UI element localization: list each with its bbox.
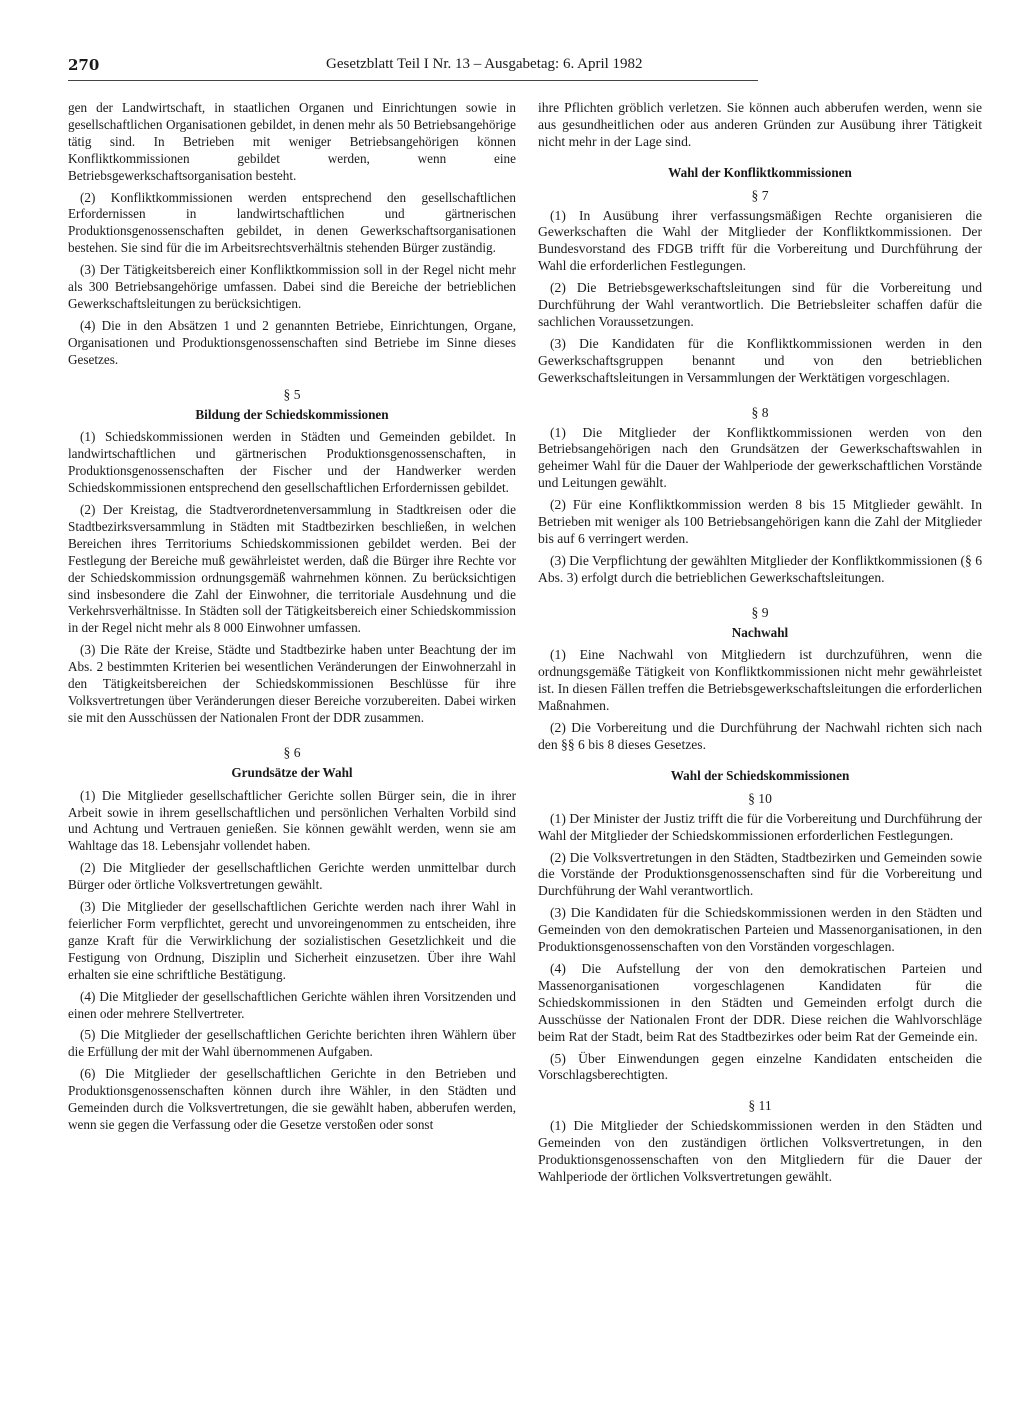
paragraph: (5) Über Einwendungen gegen einzelne Kandidaten entscheiden die Vorschlagsberechtigten.	[538, 1050, 982, 1083]
section-heading: Nachwahl	[731, 624, 789, 640]
paragraph: (2) Die Mitglieder der gesellschaftlichen Gerichte werden unmittelbar durch Bürger oder örtliche Volksvertretungen gewählt.	[68, 860, 516, 893]
right-column	[538, 100, 982, 1191]
paragraph: (2) Die Betriebsgewerkschaftsleitungen sind für die Vorbereitung und Durchführung der Wahl verantwortlich. Die Betriebsleiter schaffen dafür die sachlichen Voraussetzungen.	[538, 280, 982, 329]
paragraph: (2) Für eine Konfliktkommission werden 8 bis 15 Mitglieder gewählt. In Betrieben mit weniger als 100 Betriebsangehörigen kann die Zahl der Mitglieder bis auf 6 verringert werden.	[538, 497, 982, 546]
section-number: § 10	[748, 790, 772, 806]
section-number: § 6	[283, 744, 301, 760]
paragraph: (2) Der Kreistag, die Stadtverordnetenversammlung in Stadtkreisen oder die Stadtbezirksversammlung in Städten mit Stadtbezirken beschließen, in welchen Bereichen ihres Territoriums Schiedskommissionen gebildet werden. Bei der Festlegung der Bereiche muß gewährleistet werden, daß die Bürger ihre Rechte vor der Schiedskommission ordnungsgemäß wahrnehmen können. Zu berücksichtigen sind insbesondere die Zahl der Einwohner, die territoriale Ausdehnung und die Verkehrsverhältnisse. In Städten soll der Tätigkeitsbereich einer Schiedskommission in der Regel nicht mehr als 8 000 Einwohner umfassen.	[68, 502, 516, 636]
paragraph: (6) Die Mitglieder der gesellschaftlichen Gerichte in den Betrieben und Produktionsgenossenschaften können durch ihre Wähler, in den Städten und Gemeinden durch die Volksvertretungen, die sie gewählt haben, abberufen werden, wenn sie gegen die Verfassung oder die Gesetze verstoßen oder sonst	[68, 1066, 516, 1132]
page-header	[68, 56, 758, 81]
paragraph: (1) Eine Nachwahl von Mitgliedern ist durchzuführen, wenn die ordnungsgemäße Tätigkeit von Konfliktkommissionen nicht mehr gewährleistet ist. In diesen Fällen treffen die Betriebsgewerkschaftsleitungen die erforderlichen Maßnahmen.	[538, 647, 982, 714]
paragraph: (1) Schiedskommissionen werden in Städten und Gemeinden gebildet. In landwirtschaftlichen und gärtnerischen Produktionsgenossenschaften, in Produktionsgenossenschaften der Fischer und der Handwerker werden Schiedskommissionen entsprechend den gesellschaftlichen Erfordernissen gebildet.	[68, 429, 516, 496]
paragraph: (3) Die Verpflichtung der gewählten Mitglieder der Konfliktkommissionen (§ 6 Abs. 3) erfolgt durch die betrieblichen Gewerkschaftsleitungen.	[538, 552, 983, 585]
paragraph: (3) Der Tätigkeitsbereich einer Konfliktkommission soll in der Regel nicht mehr als 300 Betriebsangehörige umfassen. Dabei sind die Bereiche der betrieblichen Gewerkschaftsleitungen zu berücksichtigen.	[68, 262, 516, 311]
left-column	[68, 100, 516, 1139]
section-heading: Wahl der Schiedskommissionen	[670, 767, 850, 783]
paragraph: (3) Die Kandidaten für die Konfliktkommissionen werden in den Gewerkschaftsgruppen benannt und von den betrieblichen Gewerkschaftsleitungen in Versammlungen der Werktätigen vorgeschlagen.	[538, 335, 982, 385]
section-number: § 7	[751, 187, 769, 203]
paragraph: (2) Die Vorbereitung und die Durchführung der Nachwahl richten sich nach den §§ 6 bis 8 dieses Gesetzes.	[538, 720, 982, 752]
paragraph: gen der Landwirtschaft, in staatlichen Organen und Einrichtungen sowie in gesellschaftlichen Organisationen gebildet, in denen mehr als 50 Betriebsangehörige tätig sind. In Betrieben mit weniger Betriebsangehörigen können Konfliktkommissionen gebildet werden, wenn eine Betriebsgewerkschaftsorganisation besteht.	[68, 100, 516, 183]
page-number: 270	[68, 56, 100, 74]
paragraph: (3) Die Kandidaten für die Schiedskommissionen werden in den Städten und Gemeinden von den demokratischen Parteien und Massenorganisationen, in den Produktionsgenossenschaften von den Vorständen vorgeschlagen.	[538, 905, 982, 955]
section-heading: Wahl der Konfliktkommissionen	[668, 164, 852, 180]
section-number: § 11	[748, 1098, 772, 1114]
section-number: § 5	[283, 386, 301, 402]
paragraph: (2) Die Volksvertretungen in den Städten, Stadtbezirken und Gemeinden sowie die Vorstände der Produktionsgenossenschaften sind für die Vorbereitung und Durchführung der Wahl verantwortlich.	[538, 849, 982, 899]
section-number: § 9	[751, 604, 769, 620]
section-heading: Bildung der Schiedskommissionen	[195, 406, 389, 422]
paragraph: (3) Die Räte der Kreise, Städte und Stadtbezirke haben unter Beachtung der im Abs. 2 bestimmten Kriterien bei wesentlichen Veränderungen der Einwohnerzahl in den Tätigkeitsbereichen der Schiedskommissionen Beschlüsse für ihre Volksvertretungen über Veränderungen dieser Bereiche vorzubereiten. Dabei wirken sie mit den Ausschüssen der Nationalen Front der DDR zusammen.	[68, 642, 516, 725]
paragraph: (4) Die Aufstellung der von den demokratischen Parteien und Massenorganisationen vorgeschlagenen Kandidaten für die Schiedskommissionen in den Städten und Gemeinden erfolgt durch die Ausschüsse der Nationalen Front der DDR. Diese reichen die Wahlvorschläge beim Rat der Stadt, beim Rat des Stadtbezirkes oder beim Rat der Gemeinde ein.	[538, 960, 982, 1044]
paragraph: (1) In Ausübung ihrer verfassungsmäßigen Rechte organisieren die Gewerkschaften die Wahl der Mitglieder der Konfliktkommissionen. Der Bundesvorstand des FDGB trifft für die Vorbereitung und Durchführung der Wahl die erforderlichen Festlegungen.	[538, 207, 982, 274]
paragraph: (4) Die in den Absätzen 1 und 2 genannten Betriebe, Einrichtungen, Organe, Organisationen und Produktionsgenossenschaften sind Betriebe im Sinne dieses Gesetzes.	[68, 317, 516, 367]
paragraph: (2) Konfliktkommissionen werden entsprechend den gesellschaftlichen Erfordernissen in landwirtschaftlichen und gärtnerischen Produktionsgenossenschaften gebildet, in denen Gewerkschaftsorganisationen bestehen. Sie sind für die im Arbeitsrechtsverhältnis stehenden Bürger zuständig.	[68, 189, 516, 256]
paragraph: (3) Die Mitglieder der gesellschaftlichen Gerichte werden nach ihrer Wahl in feierlicher Form verpflichtet, gerecht und unvoreingenommen zu entscheiden, ihre ganze Kraft für die Verwirklichung der sozialistischen Gesetzlichkeit und die Festigung von Ordnung, Disziplin und Sicherheit einzusetzen. Über ihre Wahl erhalten sie eine schriftliche Bestätigung.	[68, 899, 516, 982]
section-heading: Grundsätze der Wahl	[231, 764, 353, 780]
paragraph: (4) Die Mitglieder der gesellschaftlichen Gerichte wählen ihren Vorsitzenden und einen oder mehrere Stellvertreter.	[68, 988, 516, 1021]
section-number: § 8	[751, 404, 769, 420]
paragraph: (1) Die Mitglieder der Schiedskommissionen werden in den Städten und Gemeinden von den zuständigen örtlichen Volksvertretungen, in den Produktionsgenossenschaften von den Mitgliedern für die Dauer der Wahlperiode der örtlichen Volksvertretungen gewählt.	[538, 1118, 982, 1184]
running-head: Gesetzblatt Teil I Nr. 13 – Ausgabetag: 6. April 1982	[326, 56, 643, 72]
paragraph: ihre Pflichten gröblich verletzen. Sie können auch abberufen werden, wenn sie aus gesundheitlichen oder aus anderen Gründen zur Ausübung ihrer Tätigkeit nicht mehr in der Lage sind.	[538, 100, 982, 149]
paragraph: (5) Die Mitglieder der gesellschaftlichen Gerichte berichten ihren Wählern über die Erfüllung der mit der Wahl übernommenen Aufgaben.	[68, 1027, 516, 1060]
paragraph: (1) Die Mitglieder der Konfliktkommissionen werden von den Betriebsangehörigen nach den Grundsätzen der Gewerkschaftswahlen in geheimer Wahl für die Dauer der Wahlperiode der gewerkschaftlichen Vorstände und Leitungen gewählt.	[538, 424, 982, 491]
paragraph: (1) Die Mitglieder gesellschaftlicher Gerichte sollen Bürger sein, die in ihrer Arbeit sowie in ihrem gesellschaftlichen und persönlichen Verhalten Vorbild sind und Achtung und Vertrauen genießen. Sie können gewählt werden, wenn sie am Wahltage das 18. Lebensjahr vollendet haben.	[68, 787, 516, 854]
paragraph: (1) Der Minister der Justiz trifft die für die Vorbereitung und Durchführung der Wahl der Mitglieder der Schiedskommissionen erforderlichen Festlegungen.	[538, 810, 982, 843]
